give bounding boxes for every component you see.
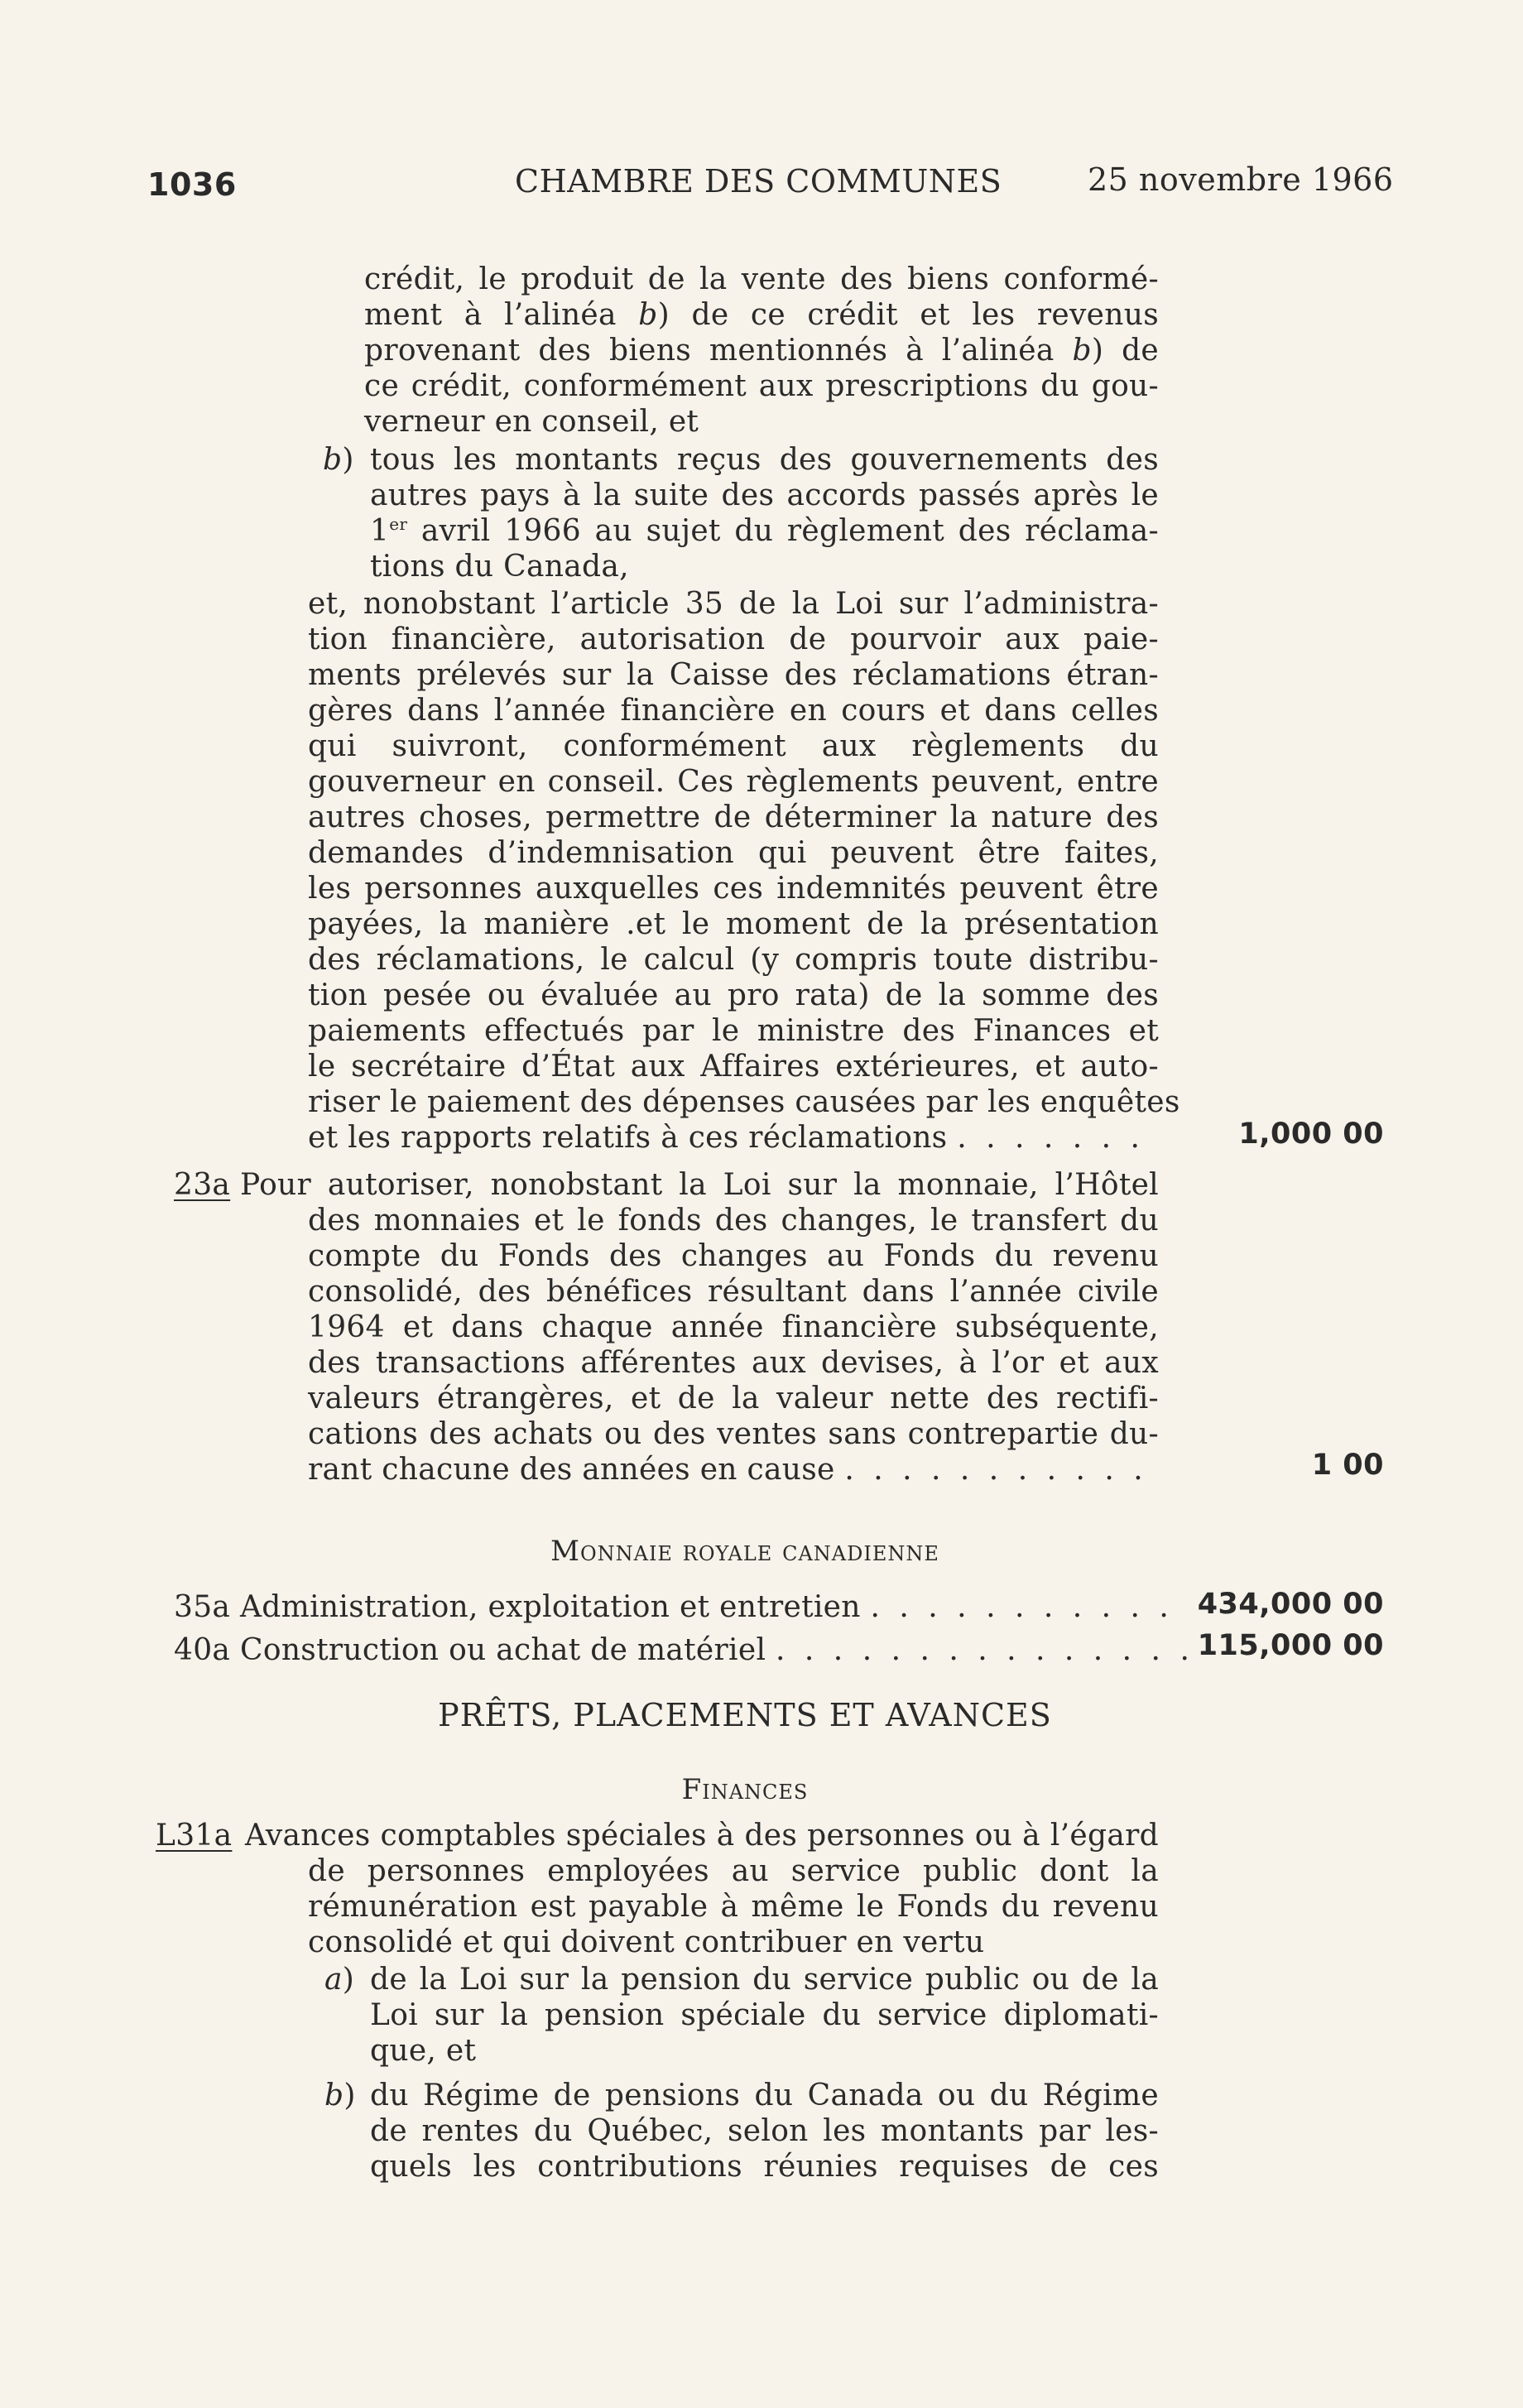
list-item-line: de rentes du Québec, selon les montants par les- — [370, 2114, 1159, 2148]
paragraph-line: tion financière, autorisation de pourvoir aux paie- — [308, 622, 1159, 656]
page-header-title: CHAMBRE DES COMMUNES — [515, 163, 1002, 199]
vote-text-line: compte du Fonds des changes au Fonds du revenu — [308, 1239, 1159, 1273]
leader-dots: . . . . . . . . . . . — [870, 1590, 1174, 1624]
amount-value: 1,000 00 — [1238, 1117, 1384, 1151]
vote-text-line: Administration, exploitation et entretien . . . . . . . . . . . — [240, 1590, 1174, 1624]
paragraph-line: le secrétaire d’État aux Affaires extérieures, et auto- — [308, 1050, 1159, 1084]
page-number: 1036 — [147, 166, 237, 203]
list-item-line: tions du Canada, — [370, 550, 629, 584]
list-item-line: que, et — [370, 2034, 477, 2068]
list-item-line: quels les contributions réunies requises de ces — [370, 2150, 1159, 2184]
vote-text-line: cations des achats ou des ventes sans contrepartie du- — [308, 1417, 1159, 1451]
leader-dots: . . . . . . . . . . . . . . . — [776, 1633, 1194, 1667]
vote-text-line: de personnes employées au service public dont la — [308, 1854, 1159, 1888]
vote-text-line: des transactions afférentes aux devises, à l’or et aux — [308, 1346, 1159, 1380]
vote-text-line: Construction ou achat de matériel . . . . . . . . . . . . . . . — [240, 1633, 1194, 1667]
vote-text-line: des monnaies et le fonds des changes, le transfert du — [308, 1204, 1159, 1238]
vote-text-line: consolidé, des bénéfices résultant dans l’année civile — [308, 1275, 1159, 1309]
paragraph-line: payées, la manière .et le moment de la présentation — [308, 907, 1159, 941]
section-heading: Monnaie royale canadienne — [550, 1535, 939, 1568]
list-item-line: tous les montants reçus des gouvernements des — [370, 443, 1159, 477]
paragraph-line: autres choses, permettre de déterminer la nature des — [308, 800, 1159, 834]
vote-number: 35a — [174, 1590, 231, 1624]
vote-text-line: consolidé et qui doivent contribuer en vertu — [308, 1925, 985, 1959]
vote-text-line: valeurs étrangères, et de la valeur nette des rectifi- — [308, 1382, 1159, 1415]
alinea-ref-b: b — [1072, 334, 1092, 368]
paragraph-line: verneur en conseil, et — [364, 405, 699, 439]
paragraph-line: qui suivront, conformément aux règlements du — [308, 729, 1159, 763]
page-header-date — [1088, 161, 1394, 199]
leader-dots: . . . . . . . — [957, 1121, 1145, 1155]
list-item-line: 1er avril 1966 au sujet du règlement des réclama- — [370, 514, 1159, 548]
paragraph-line: provenant des biens mentionnés à l’alinéa b) de — [364, 334, 1160, 368]
vote-text-line: Avances comptables spéciales à des personnes ou à l’égard — [245, 1819, 1159, 1853]
paragraph-line: gères dans l’année financière en cours et dans celles — [308, 694, 1159, 728]
section-heading: PRÊTS, PLACEMENTS ET AVANCES — [438, 1697, 1052, 1733]
vote-number: 23a — [174, 1168, 231, 1202]
vote-number: 40a — [174, 1633, 231, 1667]
amount-value: 1 00 — [1311, 1449, 1384, 1482]
leader-dots: . . . . . . . . . . . — [844, 1453, 1148, 1487]
list-item-line: de la Loi sur la pension du service public ou de la — [370, 1963, 1159, 1997]
list-marker-b: b) — [324, 2079, 356, 2112]
list-marker-a: a) — [324, 1963, 355, 1997]
paragraph-line: gouverneur en conseil. Ces règlements peuvent, entre — [308, 765, 1159, 799]
paragraph-line: ce crédit, conformément aux prescriptions du gou- — [364, 369, 1159, 403]
paragraph-line: paiements effectués par le ministre des Finances et — [308, 1014, 1159, 1048]
amount-value: 115,000 00 — [1197, 1629, 1384, 1662]
paragraph-line: ments prélevés sur la Caisse des réclamations étran- — [308, 658, 1159, 692]
paragraph-line: demandes d’indemnisation qui peuvent être faites, — [308, 836, 1159, 870]
list-marker-b: b) — [323, 443, 354, 477]
vote-text-line: 1964 et dans chaque année financière subséquente, — [308, 1310, 1159, 1344]
list-item-line: du Régime de pensions du Canada ou du Régime — [370, 2079, 1159, 2112]
list-item-line: Loi sur la pension spéciale du service diplomati- — [370, 1998, 1159, 2032]
vote-text-line: Pour autoriser, nonobstant la Loi sur la monnaie, l’Hôtel — [240, 1168, 1159, 1202]
vote-text-line: rant chacune des années en cause . . . . . . . . . . . — [308, 1453, 1148, 1487]
paragraph-line: riser le paiement des dépenses causées par les enquêtes — [308, 1085, 1180, 1119]
paragraph-line: des réclamations, le calcul (y compris toute distribu- — [308, 943, 1159, 977]
paragraph-line: les personnes auxquelles ces indemnités peuvent être — [308, 872, 1159, 906]
list-item-line: autres pays à la suite des accords passés après le — [370, 478, 1159, 512]
paragraph-line: ment à l’alinéa b) de ce crédit et les revenus — [364, 298, 1160, 332]
section-subheading: Finances — [681, 1773, 809, 1806]
header-date-text: 25 novembre 1966 — [1088, 161, 1394, 198]
paragraph-line: et les rapports relatifs à ces réclamations . . . . . . . — [308, 1121, 1145, 1155]
paragraph-line: crédit, le produit de la vente des biens conformé- — [364, 262, 1159, 296]
alinea-ref-b: b — [638, 298, 658, 332]
vote-number: L31a — [156, 1819, 233, 1853]
amount-value: 434,000 00 — [1197, 1588, 1384, 1621]
vote-text-line: rémunération est payable à même le Fonds du revenu — [308, 1890, 1159, 1924]
paragraph-line: tion pesée ou évaluée au pro rata) de la somme des — [308, 978, 1159, 1012]
paragraph-line: et, nonobstant l’article 35 de la Loi sur l’administra- — [308, 587, 1159, 621]
